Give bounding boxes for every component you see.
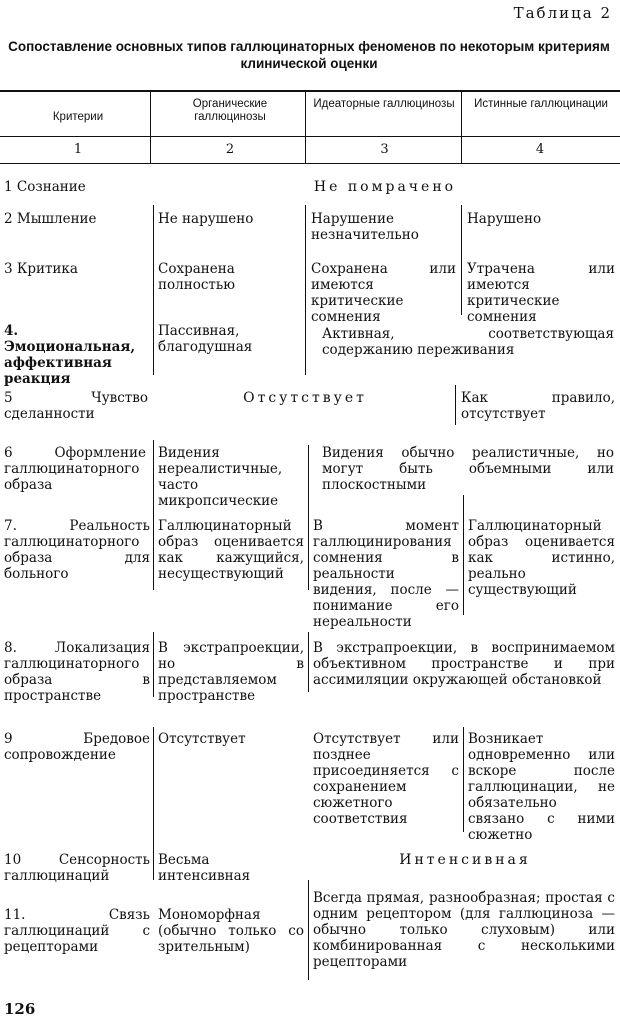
header-organic: Органические галлюцинозы <box>192 98 268 123</box>
row-1-criterion: 1 Сознание <box>4 179 86 195</box>
row-9-true: Возникает одновременно или вскоре после галлюцинации, не обязательно связано с ними сюжетно <box>468 731 615 843</box>
row-10-criterion: 10 Сенсорность галлюцинаций <box>4 852 150 884</box>
row-5-organic-ideatory: Отсутствует <box>243 390 367 406</box>
row-9-organic: Отсутствует <box>158 731 246 747</box>
row-1-span: Не помрачено <box>313 179 457 195</box>
body-divider-1a <box>153 205 154 375</box>
row-10-ideatory-true: Интенсивная <box>399 852 531 868</box>
body-divider-3a <box>461 205 462 315</box>
row-11-criterion: 11. Связь галлюцинаций с рецепторами <box>4 907 150 955</box>
row-2-ideatory: Нарушение незначительно <box>311 211 419 243</box>
row-5-true: Как правило, отсутствует <box>461 390 615 422</box>
row-7-criterion: 7. Реальность галлюцинаторного образа для больного <box>4 518 150 582</box>
row-2-true: Нарушено <box>467 211 542 227</box>
page-number: 126 <box>4 1000 36 1018</box>
body-divider-2b <box>308 445 309 590</box>
header-divider-3 <box>461 90 462 163</box>
row-3-true: Утрачена или имеются критические сомнения <box>467 261 615 325</box>
row-2-organic: Не нарушено <box>158 211 254 227</box>
table-label: Таблица 2 <box>513 4 612 22</box>
col-number-1: 1 <box>73 142 83 157</box>
col-number-2: 2 <box>225 142 235 157</box>
body-divider-2a <box>305 205 306 375</box>
row-11-ideatory-true: Всегда прямая, разнообразная; простая с одним рецептором (для галлюциноза — обычно только слуховым) или комбинированная с несколькими рецепторами <box>313 890 615 970</box>
row-4-ideatory-true: Активная, соответствующая содержанию переживания <box>322 326 614 358</box>
row-3-organic: Сохранена полностью <box>158 261 235 293</box>
row-5-criterion: 5 Чувство сделанности <box>4 390 148 422</box>
body-divider-2c <box>308 632 309 692</box>
row-2-criterion: 2 Мышление <box>4 211 97 227</box>
row-9-ideatory: Отсутствует или позднее присоединяется с сохранением сюжетного соответствия <box>313 731 459 827</box>
col-number-3: 3 <box>380 142 389 157</box>
row-7-organic: Галлюцинаторный образ оценивается как кажущийся, несуществующий <box>158 518 304 582</box>
row-6-ideatory-true: Видения обычно реалистичные, но могут быть объемными или плоскостными <box>322 445 614 493</box>
row-7-ideatory: В момент галлюцинирования сомнения в реальности видения, после — понимание его нереальности <box>313 518 459 630</box>
row-6-criterion: 6 Оформление галлюцинаторного образа <box>4 445 146 493</box>
row-8-ideatory-true: В экстрапроекции, в воспринимаемом объективном пространстве и при ассимиляции окружающей обстановкой <box>313 640 615 688</box>
body-divider-2d <box>308 880 309 980</box>
row-6-organic: Видения нереалистичные, часто микропсические <box>158 445 283 509</box>
table-top-rule <box>0 90 620 92</box>
number-rule <box>0 163 620 164</box>
header-rule <box>0 136 620 137</box>
body-divider-3c <box>463 495 464 615</box>
row-10-organic: Весьма интенсивная <box>158 852 251 884</box>
col-number-4: 4 <box>535 142 545 157</box>
row-11-organic: Мономорфная (обычно только со зрительным) <box>158 907 304 955</box>
row-4-organic: Пассивная, благодушная <box>158 323 253 355</box>
row-7-true: Галлюцинаторный образ оценивается как истинно, реально существующий <box>468 518 615 598</box>
body-divider-1c <box>153 632 154 697</box>
header-divider-2 <box>305 90 306 163</box>
header-criteria: Критерии <box>52 111 104 123</box>
table-caption: Сопоставление основных типов галлюцинаторных феноменов по некоторым критериям клинической оценки <box>8 39 610 71</box>
row-3-ideatory: Сохранена или имеются критические сомнения <box>311 261 456 325</box>
body-divider-3d <box>463 727 464 832</box>
header-true: Истинные галлюцинации <box>474 98 608 110</box>
row-8-criterion: 8. Локализация галлюцинаторного образа в пространстве <box>4 640 150 704</box>
header-ideatory: Идеаторные галлюцинозы <box>313 98 455 110</box>
row-3-criterion: 3 Критика <box>4 261 78 277</box>
header-divider-1 <box>150 90 151 163</box>
body-divider-1d <box>153 727 154 880</box>
body-divider-1b <box>153 440 154 590</box>
row-8-organic: В экстрапроекции, но в представляемом пространстве <box>158 640 304 704</box>
body-divider-3b <box>455 385 456 425</box>
row-9-criterion: 9 Бредовое сопровождение <box>4 731 150 763</box>
row-4-criterion: 4. Эмоциональная, аффективная реакция <box>4 323 136 387</box>
